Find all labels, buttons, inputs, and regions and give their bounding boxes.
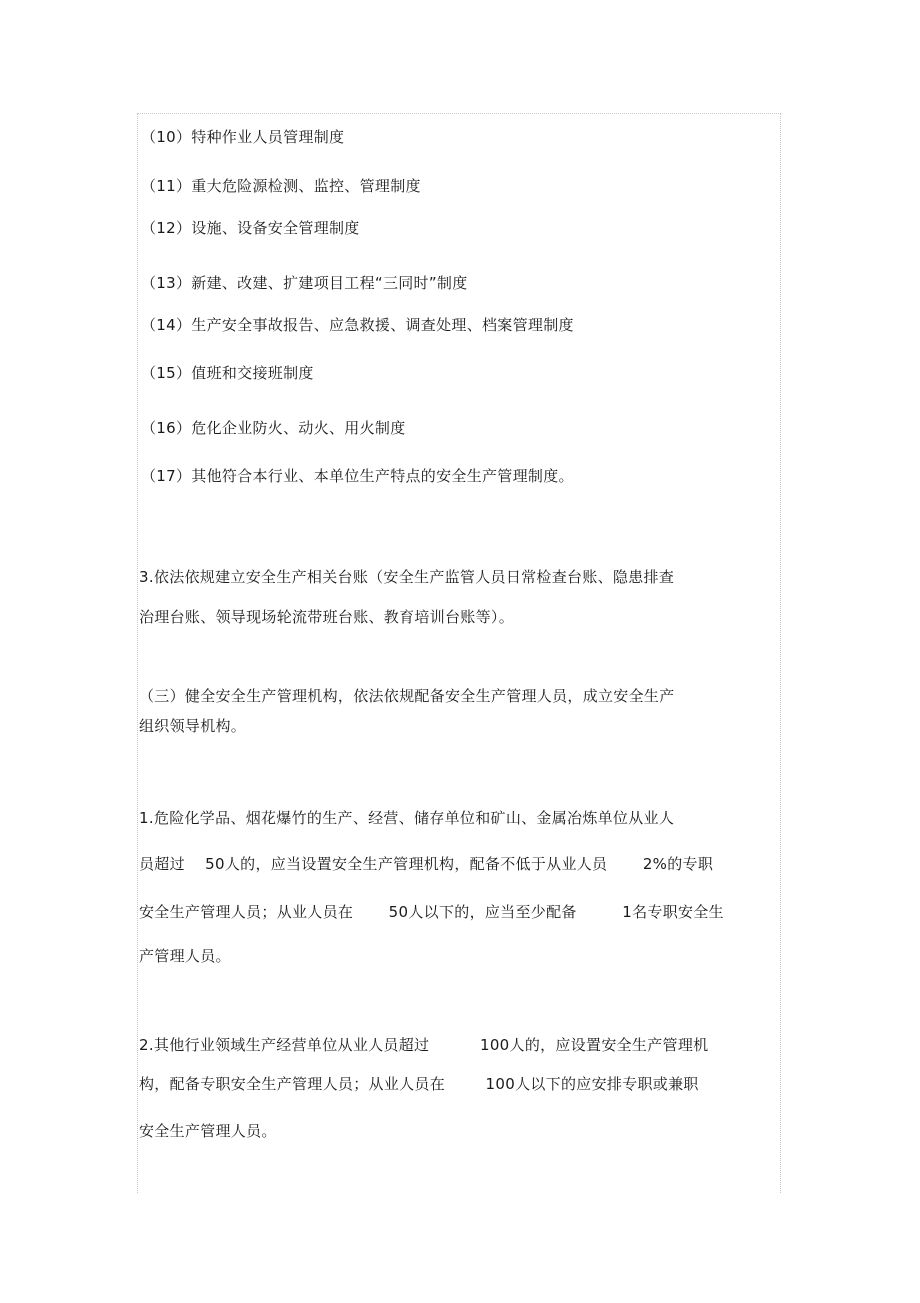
- para3-line1: 3.依法依规建立安全生产相关台账（安全生产监管人员日常检查台账、隐患排查: [139, 568, 675, 586]
- p2-line3: 安全生产管理人员。: [139, 1122, 277, 1140]
- list-item-17: （17）其他符合本行业、本单位生产特点的安全生产管理制度。: [141, 467, 574, 485]
- p1-line3: 安全生产管理人员；从业人员在 50人以下的，应当至少配备 1名专职安全生: [139, 903, 724, 921]
- p1-line4: 产管理人员。: [139, 947, 231, 965]
- list-item-16: （16）危化企业防火、动火、用火制度: [141, 419, 406, 437]
- section3-heading-line2: 组织领导机构。: [139, 717, 247, 735]
- list-item-13: （13）新建、改建、扩建项目工程“三同时”制度: [141, 274, 468, 292]
- p2-line2: 构，配备专职安全生产管理人员；从业人员在 100人以下的应安排专职或兼职: [139, 1075, 699, 1093]
- p1-line2: 员超过 50人的，应当设置安全生产管理机构，配备不低于从业人员 2%的专职: [139, 855, 714, 873]
- list-item-12: （12）设施、设备安全管理制度: [141, 219, 360, 237]
- list-item-11: （11）重大危险源检测、监控、管理制度: [141, 177, 421, 195]
- para3-line2: 治理台账、领导现场轮流带班台账、教育培训台账等）。: [139, 608, 515, 626]
- list-item-14: （14）生产安全事故报告、应急救援、调查处理、档案管理制度: [141, 316, 574, 334]
- p1-line1: 1.危险化学品、烟花爆竹的生产、经营、储存单位和矿山、金属冶炼单位从业人: [139, 809, 675, 827]
- section3-heading-line1: （三）健全安全生产管理机构，依法依规配备安全生产管理人员，成立安全生产: [139, 687, 675, 705]
- list-item-10: （10）特种作业人员管理制度: [141, 128, 345, 146]
- p2-line1: 2.其他行业领域生产经营单位从业人员超过 100人的，应设置安全生产管理机: [139, 1036, 709, 1054]
- list-item-15: （15）值班和交接班制度: [141, 364, 314, 382]
